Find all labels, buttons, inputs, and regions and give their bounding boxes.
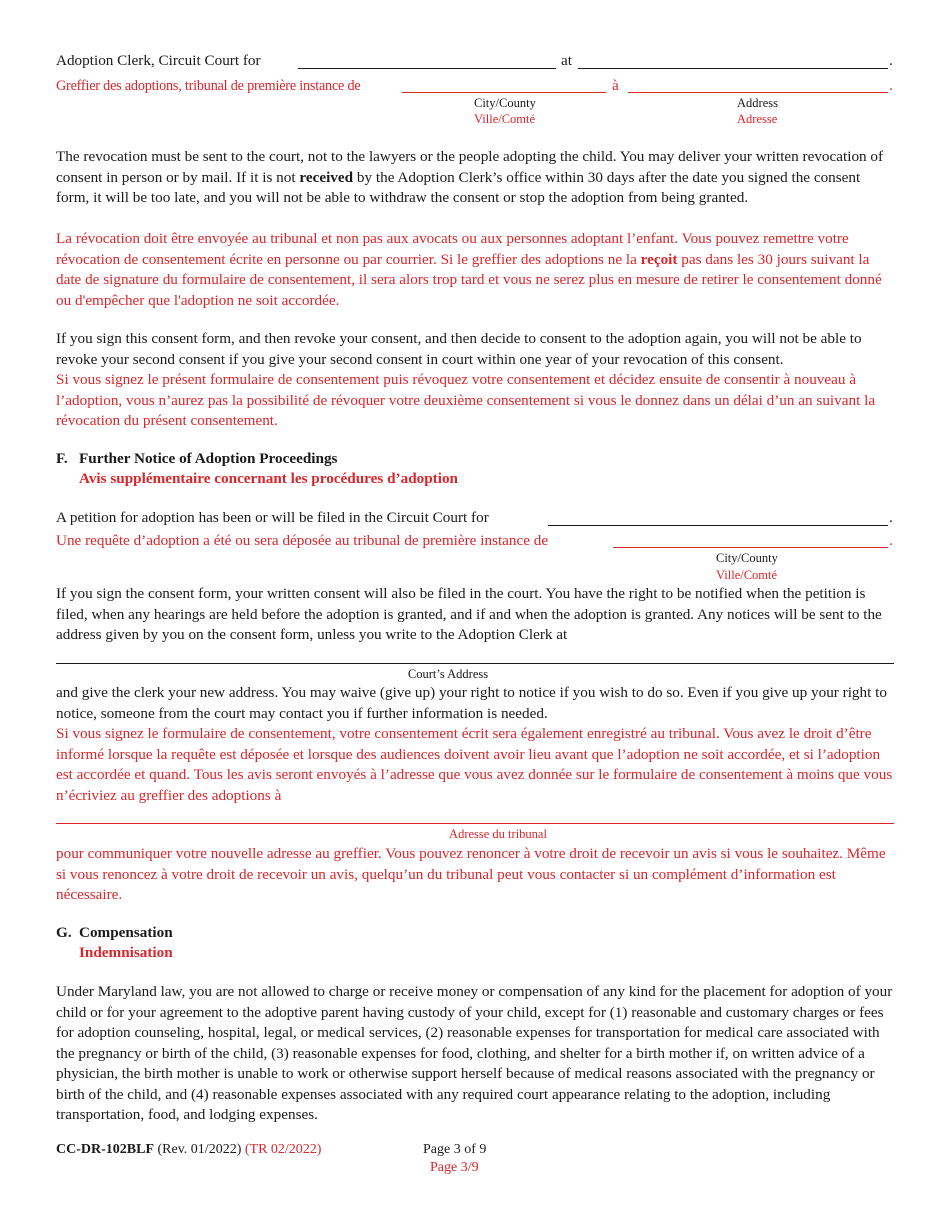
- clerk-label-fr: Greffier des adoptions, tribunal de première instance de: [56, 78, 361, 94]
- section-g-title-en: Compensation: [79, 924, 173, 941]
- clerk-address-field[interactable]: [578, 68, 888, 69]
- at-label-en: at: [561, 52, 572, 69]
- petition-label-fr: Une requête d’adoption a été ou sera déposée au tribunal de première instance de: [56, 532, 549, 549]
- court-address-field[interactable]: [56, 663, 894, 664]
- page-number-en: Page 3 of 9: [423, 1142, 487, 1157]
- petition-period-fr: .: [889, 532, 893, 549]
- waive-text-en: and give the clerk your new address. You may waive (give up) your right to notice if you wish to do so. Even if you give up your right to notice, someone from the court may contact you if further information is needed.: [56, 684, 887, 722]
- period: .: [889, 52, 893, 69]
- second-consent-text-en: If you sign this consent form, and then revoke your consent, and then decide to consent to the adoption again, you will not be able to revoke your second consent if you give your second consent in court within one year of your revocation of this consent.: [56, 330, 862, 368]
- compensation-text-en: Under Maryland law, you are not allowed to charge or receive money or compensation of any kind for the placement for adoption of your child or for your agreement to the adoptive parent having custody of your child, except for (1) reasonable and customary charges or fees for adoption counseling, hospital, legal, or medical services, (2) reasonable expenses for transportation for medical care associated with the pregnancy or birth of the child, (3) reasonable expenses for food, clothing, and shelter for a birth mother if, on written advice of a physician, the birth mother is unable to work or otherwise support herself because of medical reasons associated with the pregnancy or birth of the child, and (4) reasonable expenses associated with any required court appearance relating to the adoption, including transportation, food, and lodging expenses.: [56, 983, 893, 1123]
- petition-county-field[interactable]: [548, 525, 888, 526]
- clerk-city-field-fr[interactable]: [402, 92, 606, 93]
- revocation-text-fr: La révocation doit être envoyée au tribunal et non pas aux avocats ou aux personnes adoptant l’enfant. Vous pouvez remettre votre révocation de consentement écrite en personne ou par courrier. Si le greffier des adoptions ne la reçoit pas dans les 30 jours suivant la date de signature du formulaire de consentement, il sera alors trop tard et vous ne serez plus en mesure de retirer le consentement donné ou d'empêcher que l'adoption ne soit accordée.: [56, 230, 882, 309]
- at-label-fr: à: [612, 77, 619, 94]
- notice-text-en: If you sign the consent form, your written consent will also be filed in the court. You have the right to be notified when the petition is filed, when any hearings are held before the adoption is granted, and if and when the adoption is granted. Any notices will be sent to the address given by you on the consent form, unless you write to the Adoption Clerk at: [56, 585, 882, 643]
- court-address-caption: Court’s Address: [407, 667, 489, 681]
- page-number-fr: Page 3/9: [430, 1160, 479, 1175]
- petition-city-caption: City/County: [716, 551, 778, 565]
- petition-county-field-fr[interactable]: [613, 547, 888, 548]
- city-county-caption: City/County: [474, 96, 536, 110]
- clerk-label-en: Adoption Clerk, Circuit Court for: [56, 52, 261, 69]
- section-g-letter: G.: [56, 924, 72, 941]
- court-address-caption-fr: Adresse du tribunal: [449, 827, 547, 841]
- section-g-title-fr: Indemnisation: [79, 944, 173, 961]
- section-f-letter: F.: [56, 450, 68, 467]
- section-f-title-en: Further Notice of Adoption Proceedings: [79, 450, 338, 467]
- waive-text-fr: pour communiquer votre nouvelle adresse au greffier. Vous pouvez renoncer à votre droit de recevoir un avis si vous le souhaitez. Même si vous renoncez à votre droit de recevoir un avis, quelqu’un du tribunal peut vous contacter si un complément d’information est nécessaire.: [56, 845, 886, 903]
- period-fr: .: [889, 77, 893, 94]
- petition-period: .: [889, 509, 893, 526]
- address-caption: Address: [737, 96, 778, 110]
- notice-text-fr: Si vous signez le formulaire de consentement, votre consentement écrit sera également enregistré au tribunal. Vous avez le droit d’être informé lorsque la requête est déposée et lorsque des audiences doivent avoir lieu avant que l’adoption ne soit accordée, et si l’adoption est accordée et quand. Tous les avis seront envoyés à l’adresse que vous avez donnée sur le formulaire de consentement à moins que vous n’écriviez au greffier des adoptions à: [56, 725, 893, 804]
- clerk-address-field-fr[interactable]: [628, 92, 888, 93]
- revocation-text-en: The revocation must be sent to the court, not to the lawyers or the people adopting the child. You may deliver your written revocation of consent in person or by mail. If it is not received by the Adoption Clerk’s office within 30 days after the date you signed the consent form, it will be too late, and you will not be able to withdraw the consent or stop the adoption from being granted.: [56, 148, 884, 206]
- ville-comte-caption: Ville/Comté: [474, 112, 536, 126]
- section-f-title-fr: Avis supplémentaire concernant les procédures d’adoption: [79, 470, 458, 487]
- form-id: CC-DR-102BLF (Rev. 01/2022) (TR 02/2022): [56, 1142, 322, 1157]
- adresse-caption: Adresse: [737, 112, 778, 126]
- second-consent-text-fr: Si vous signez le présent formulaire de consentement puis révoquez votre consentement et décidez ensuite de consentir à nouveau à l’adoption, vous n’aurez pas la possibilité de révoquer votre deuxième consentement si vous le donnez dans un délai d’un an suivant la révocation du présent consentement.: [56, 371, 876, 429]
- petition-ville-caption: Ville/Comté: [716, 568, 778, 582]
- clerk-city-field[interactable]: [298, 68, 556, 69]
- petition-label-en: A petition for adoption has been or will be filed in the Circuit Court for: [56, 509, 489, 526]
- court-address-field-fr[interactable]: [56, 823, 894, 824]
